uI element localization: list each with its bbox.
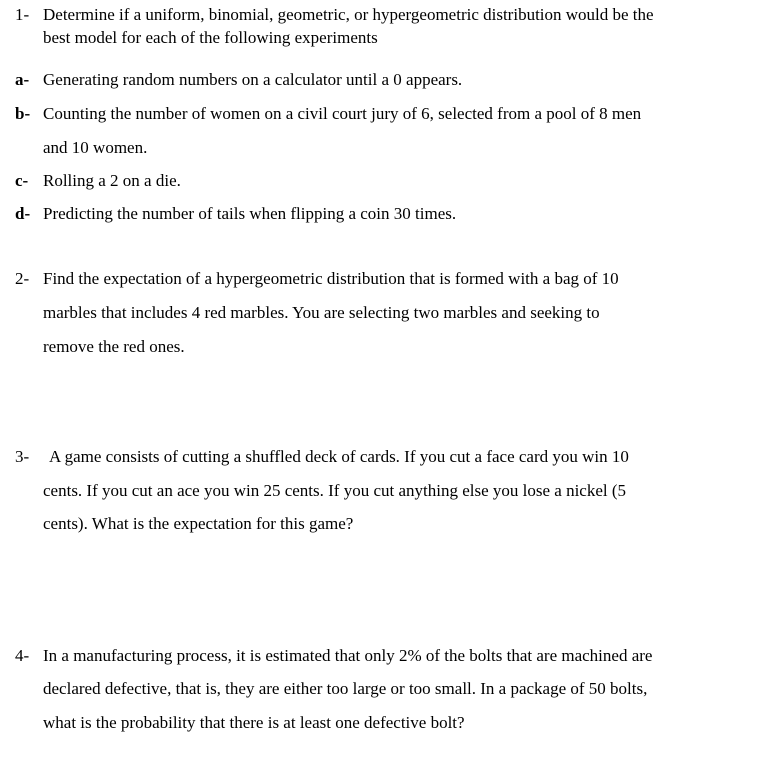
question-text-line: cents. If you cut an ace you win 25 cents. If you cut anything else you lose a nickel (5 xyxy=(43,481,627,500)
question-number: 1- xyxy=(15,5,30,24)
question-text-line: remove the red ones. xyxy=(43,337,185,356)
question-number: 4- xyxy=(15,646,30,665)
question-text-line: declared defective, that is, they are either too large or too small. In a package of 50 bolts, xyxy=(43,679,648,698)
sub-item-label: c- xyxy=(15,171,29,190)
question-text-line: marbles that includes 4 red marbles. You are selecting two marbles and seeking to xyxy=(43,303,600,322)
question-number: 3- xyxy=(15,447,30,466)
question-text-line: Find the expectation of a hypergeometric distribution that is formed with a bag of 10 xyxy=(43,269,619,288)
question-text-line: what is the probability that there is at least one defective bolt? xyxy=(43,713,465,732)
sub-item-text-line: Generating random numbers on a calculator until a 0 appears. xyxy=(43,70,463,89)
question-text-line: best model for each of the following experiments xyxy=(43,28,378,47)
sub-item-text-line: Predicting the number of tails when flipping a coin 30 times. xyxy=(43,204,457,223)
sub-item-label: a- xyxy=(15,70,30,89)
question-text-line: Determine if a uniform, binomial, geometric, or hypergeometric distribution would be the xyxy=(43,5,654,24)
sub-item-text-line: Rolling a 2 on a die. xyxy=(43,171,181,190)
question-text-line: In a manufacturing process, it is estimated that only 2% of the bolts that are machined are xyxy=(43,646,653,665)
question-number: 2- xyxy=(15,269,30,288)
question-text-line: A game consists of cutting a shuffled deck of cards. If you cut a face card you win 10 xyxy=(49,447,629,466)
question-text-line: cents). What is the expectation for this game? xyxy=(43,514,354,533)
sub-item-label: d- xyxy=(15,204,31,223)
sub-item-text-line: Counting the number of women on a civil court jury of 6, selected from a pool of 8 men xyxy=(43,104,642,123)
sub-item-text-line: and 10 women. xyxy=(43,138,148,157)
sub-item-label: b- xyxy=(15,104,31,123)
